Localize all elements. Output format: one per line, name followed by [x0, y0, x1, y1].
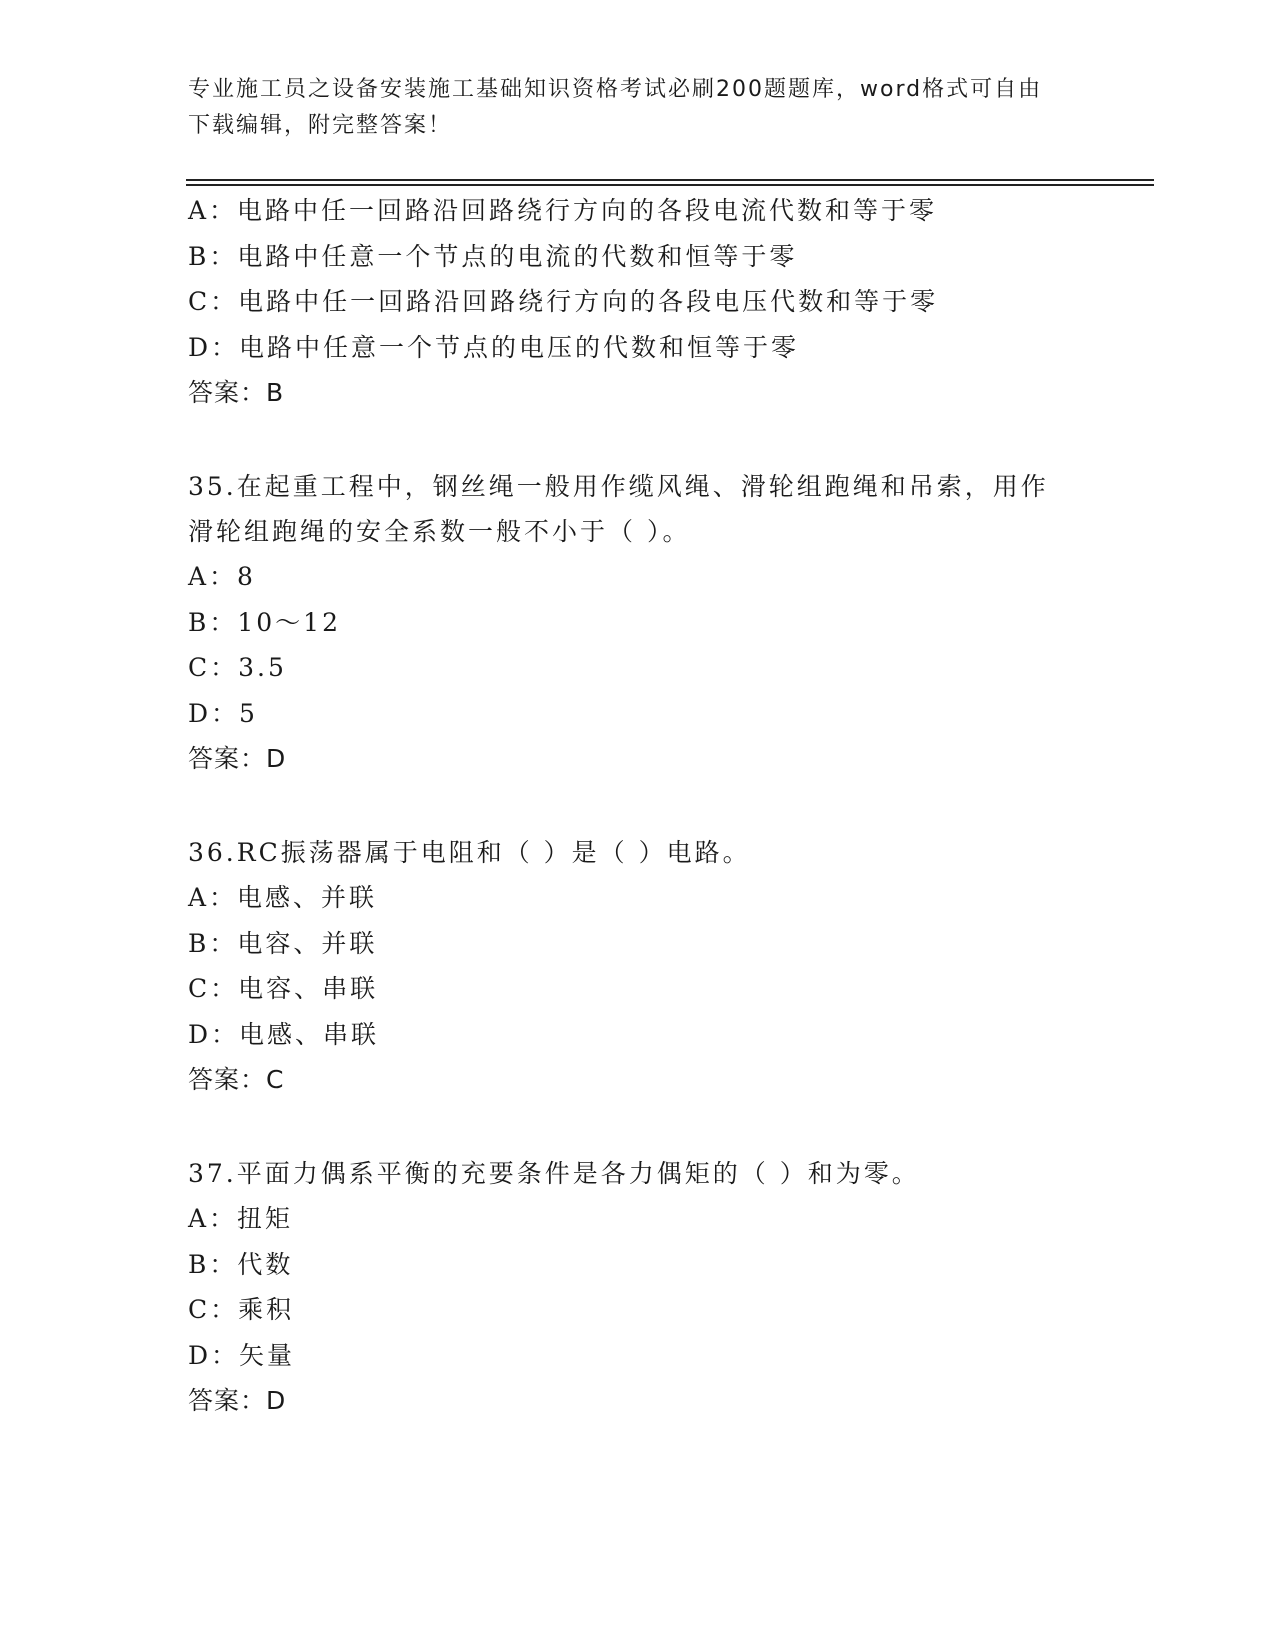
option-c: C：电路中任一回路沿回路绕行方向的各段电压代数和等于零 — [188, 287, 939, 316]
header-title-line-2: 下载编辑，附完整答案！ — [188, 113, 453, 138]
question-35 — [188, 464, 1088, 782]
answer-line: 答案：D — [188, 1386, 287, 1415]
question-stem-line-1: 35.在起重工程中，钢丝绳一般用作缆风绳、滑轮组跑绳和吊索，用作 — [188, 472, 1049, 501]
question-stem-line-2: 滑轮组跑绳的安全系数一般不小于（ ）。 — [188, 517, 691, 546]
header-divider-top — [186, 179, 1154, 181]
header-title-line-1: 专业施工员之设备安装施工基础知识资格考试必刷200题题库，word格式可自由 — [188, 77, 1043, 102]
option-b: B：电容、并联 — [188, 928, 378, 958]
option-d: D：矢量 — [188, 1340, 296, 1370]
answer-line: 答案：C — [188, 1065, 285, 1094]
answer-line: 答案：D — [188, 744, 287, 773]
option-b: B：电路中任意一个节点的电流的代数和恒等于零 — [188, 241, 798, 271]
question-36 — [188, 830, 1088, 1103]
option-d: D：5 — [188, 698, 258, 728]
answer-line: 答案：B — [188, 378, 285, 407]
option-b: B：10～12 — [188, 607, 341, 637]
option-a: A：扭矩 — [188, 1204, 294, 1233]
question-34-partial — [188, 188, 1088, 416]
option-d: D：电路中任意一个节点的电压的代数和恒等于零 — [188, 332, 800, 362]
option-d: D：电感、串联 — [188, 1019, 380, 1049]
option-b: B：代数 — [188, 1249, 294, 1279]
question-37 — [188, 1151, 1088, 1424]
option-a: A：电路中任一回路沿回路绕行方向的各段电流代数和等于零 — [188, 196, 938, 225]
header-divider-bottom — [186, 184, 1154, 186]
option-a: A：电感、并联 — [188, 883, 378, 912]
option-c: C：乘积 — [188, 1295, 295, 1324]
question-list — [188, 188, 1088, 1424]
option-a: A：8 — [188, 562, 256, 591]
option-c: C：3.5 — [188, 653, 287, 682]
question-stem-line-1: 37.平面力偶系平衡的充要条件是各力偶矩的（ ）和为零。 — [188, 1159, 920, 1188]
question-stem-line-1: 36.RC振荡器属于电阻和（ ）是（ ）电路。 — [188, 838, 751, 867]
document-header — [188, 72, 1068, 144]
option-c: C：电容、串联 — [188, 974, 379, 1003]
